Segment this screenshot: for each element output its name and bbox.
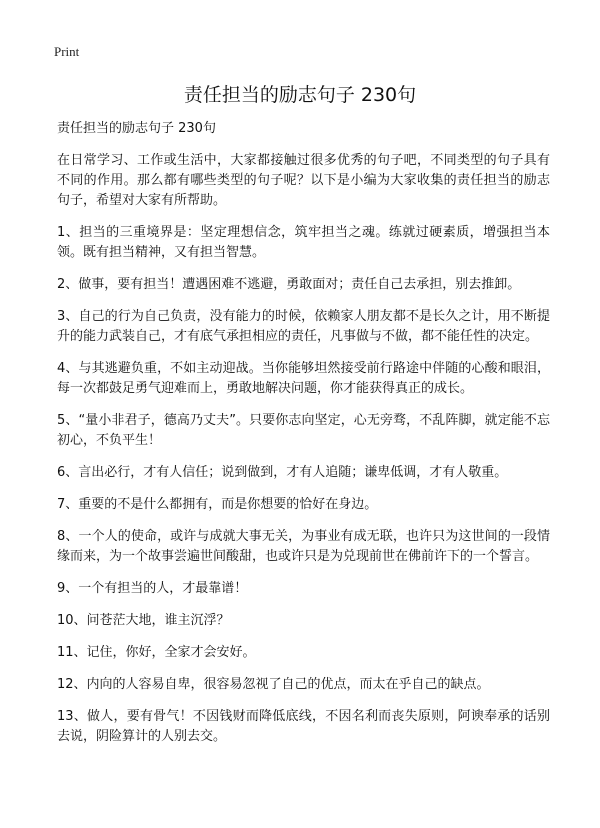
- quote-item-4: 4、与其逃避负重，不如主动迎战。当你能够坦然接受前行路途中伴随的心酸和眼泪，每一次都鼓足勇气迎难而上，勇敢地解决问题，你才能获得真正的成长。: [57, 361, 550, 396]
- quote-item-5: 5、“量小非君子，德高乃丈夫”。只要你志向坚定，心无旁骛，不乱阵脚，就定能不忘初心，不负平生！: [57, 413, 550, 448]
- quote-item-3: 3、自己的行为自己负责，没有能力的时候，依赖家人朋友都不是长久之计，用不断提升的能力武装自己，才有底气承担相应的责任，凡事做与不做，都不能任性的决定。: [57, 309, 550, 344]
- print-link[interactable]: Print: [54, 44, 80, 59]
- quote-item-7: 7、重要的不是什么都拥有，而是你想要的恰好在身边。: [57, 497, 378, 512]
- quote-item-8: 8、一个人的使命，或许与成就大事无关，为事业有成无联，也许只为这世间的一段情缘而来，为一个故事尝遍世间酸甜，也或许只是为兑现前世在佛前许下的一个誓言。: [57, 529, 550, 564]
- quote-item-12: 12、内向的人容易自卑，很容易忽视了自己的优点，而太在乎自己的缺点。: [57, 677, 490, 692]
- quote-item-10: 10、问苍茫大地，谁主沉浮？: [57, 613, 230, 628]
- quote-item-1: 1、担当的三重境界是：坚定理想信念，筑牢担当之魂。练就过硬素质，增强担当本领。既有担当精神，又有担当智慧。: [57, 225, 550, 260]
- article-subtitle: 责任担当的励志句子 230句: [57, 121, 216, 136]
- quote-item-11: 11、记住，你好，全家才会安好。: [57, 645, 256, 660]
- page-title: 责任担当的励志句子 230句: [183, 84, 417, 106]
- quote-item-6: 6、言出必行，才有人信任；说到做到，才有人追随；谦卑低调，才有人敬重。: [57, 465, 508, 480]
- quote-item-9: 9、一个有担当的人，才最靠谱！: [57, 581, 248, 596]
- intro-paragraph: 在日常学习、工作或生活中，大家都接触过很多优秀的句子吧，不同类型的句子具有不同的作用。那么都有哪些类型的句子呢？以下是小编为大家收集的责任担当的励志句子，希望对大家有所帮助。: [57, 153, 550, 208]
- article-body: [57, 119, 550, 759]
- quote-item-2: 2、做事，要有担当！遭遇困难不逃避，勇敢面对；责任自己去承担，别去推卸。: [57, 277, 521, 292]
- quote-item-13: 13、做人，要有骨气！不因钱财而降低底线，不因名利而丧失原则，阿谀奉承的话别去说，阴险算计的人别去交。: [57, 709, 550, 744]
